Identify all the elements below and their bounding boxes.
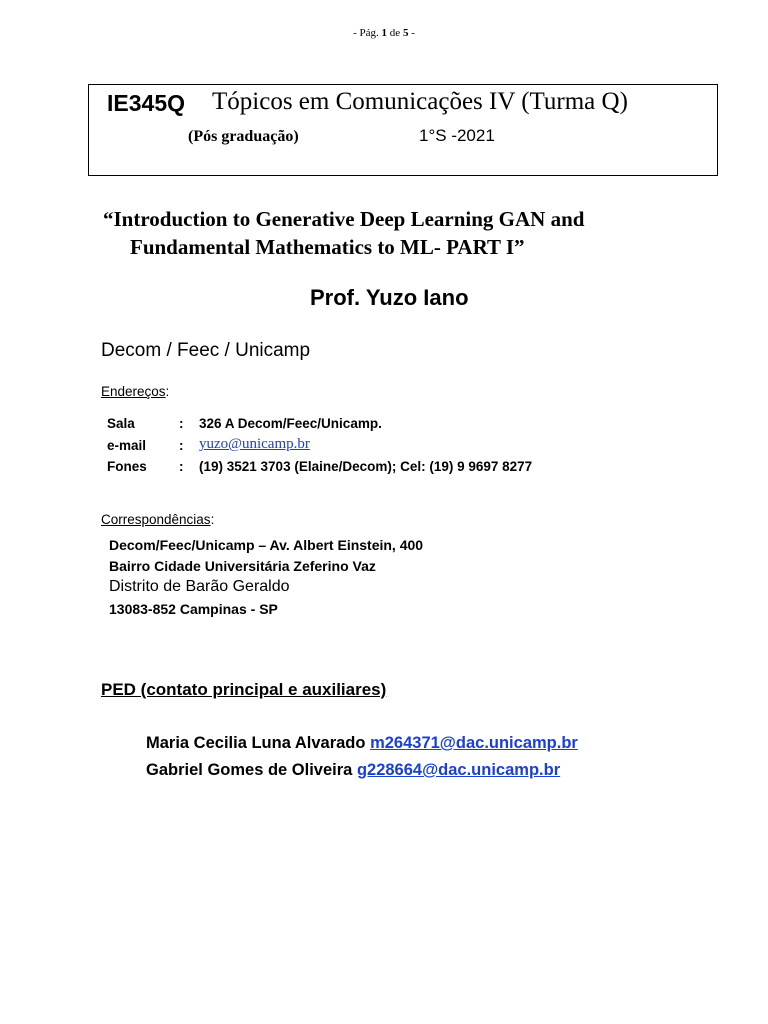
addresses-heading-text: Endereços (101, 384, 166, 399)
email-label: e-mail (107, 438, 147, 453)
correspondence-line-1: Decom/Feec/Unicamp – Av. Albert Einstein, 400 (109, 537, 424, 553)
addresses-heading-colon: : (165, 384, 170, 399)
institution: Decom / Feec / Unicamp (101, 340, 311, 361)
ped-contact-name: Gabriel Gomes de Oliveira (146, 761, 353, 779)
lecture-title-line-1: “Introduction to Generative Deep Learning GAN and (103, 207, 585, 231)
ped-contact-2 (146, 761, 560, 780)
course-level: (Pós graduação) (188, 128, 299, 145)
lecture-title-line-2: Fundamental Mathematics to ML- PART I” (130, 235, 525, 259)
ped-contact-1 (146, 734, 578, 753)
sala-colon: : (179, 416, 184, 431)
correspondence-line-4: 13083-852 Campinas - SP (109, 601, 278, 617)
ped-contact-email-link[interactable]: g228664@dac.unicamp.br (356, 761, 561, 779)
fones-colon: : (179, 459, 184, 474)
ped-contact-email-link[interactable]: m264371@dac.unicamp.br (370, 734, 578, 752)
page-number-current: 1 (381, 27, 388, 39)
page-number-suffix: - (411, 27, 415, 39)
addresses-heading (101, 384, 169, 399)
course-title: Tópicos em Comunicações IV (Turma Q) (212, 88, 628, 115)
page-number-total: 5 (402, 27, 409, 39)
ped-contact-name: Maria Cecilia Luna Alvarado (146, 734, 366, 752)
course-code: IE345Q (107, 90, 185, 116)
page-number-of: de (389, 27, 401, 39)
semester: 1°S -2021 (419, 126, 495, 145)
page-number (0, 27, 768, 39)
sala-label: Sala (107, 416, 135, 431)
correspondence-line-2: Bairro Cidade Universitária Zeferino Vaz (109, 558, 376, 574)
professor-name: Prof. Yuzo Iano (310, 285, 469, 310)
email-link[interactable]: yuzo@unicamp.br (199, 436, 310, 452)
fones-value: (19) 3521 3703 (Elaine/Decom); Cel: (19) 9 9697 8277 (199, 459, 533, 474)
correspondence-heading-text: Correspondências (101, 512, 211, 527)
ped-heading: PED (contato principal e auxiliares) (101, 680, 387, 699)
correspondence-heading (101, 512, 214, 527)
correspondence-line-3: Distrito de Barão Geraldo (109, 578, 290, 595)
sala-value: 326 A Decom/Feec/Unicamp. (199, 416, 382, 431)
page-number-prefix: - Pág. (353, 27, 379, 39)
fones-label: Fones (107, 459, 147, 474)
correspondence-heading-colon: : (210, 512, 215, 527)
email-colon: : (179, 438, 184, 453)
